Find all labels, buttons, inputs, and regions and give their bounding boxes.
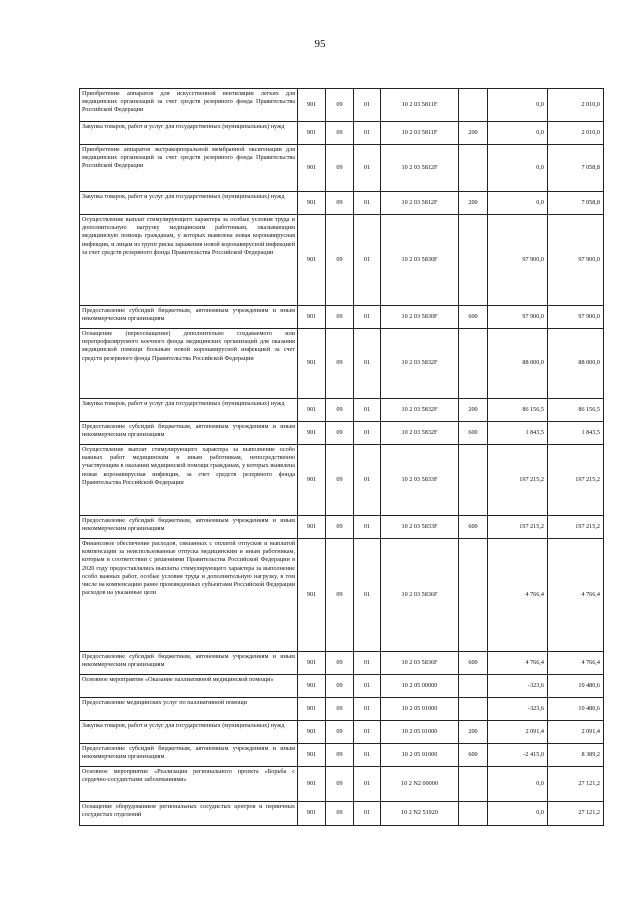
row-rz: 09 xyxy=(326,145,354,192)
row-pr: 01 xyxy=(354,329,381,399)
row-rz: 09 xyxy=(326,698,354,721)
row-name: Предоставление субсидий бюджетным, автономным учреждениям и иным некоммерческим организациям xyxy=(80,306,298,329)
row-name: Основное мероприятие «Реализация регионального проекта «Борьба с сердечно-сосудистыми заболеваниями» xyxy=(80,767,298,802)
table-row xyxy=(80,89,604,122)
row-pr: 01 xyxy=(354,399,381,422)
row-value-2: 97 900,0 xyxy=(548,306,604,329)
table-row xyxy=(80,539,604,652)
row-vr xyxy=(459,539,488,652)
row-pr: 01 xyxy=(354,516,381,539)
row-value-2: 97 900,0 xyxy=(548,215,604,306)
row-rz: 09 xyxy=(326,445,354,516)
row-value-2: 4 766,4 xyxy=(548,652,604,675)
row-rz: 09 xyxy=(326,721,354,744)
row-name: Предоставление субсидий бюджетным, автономным учреждениям и иным некоммерческим организациям xyxy=(80,422,298,445)
row-value-1: 0,0 xyxy=(488,767,548,802)
row-csr: 10 2 03 5830F xyxy=(381,306,459,329)
row-csr: 10 2 N2 00000 xyxy=(381,767,459,802)
row-rz: 09 xyxy=(326,652,354,675)
row-pr: 01 xyxy=(354,539,381,652)
row-value-2: 4 766,4 xyxy=(548,539,604,652)
row-csr: 10 2 03 5812F xyxy=(381,192,459,215)
row-pr: 01 xyxy=(354,122,381,145)
row-value-2: 197 215,2 xyxy=(548,445,604,516)
row-pr: 01 xyxy=(354,675,381,698)
row-vr: 600 xyxy=(459,422,488,445)
row-name: Осуществление выплат стимулирующего характера за особые условия труда и дополнительную нагрузку медицинским работникам, оказывающим медицинскую помощь гражданам, у которых выявлена новая коронавирусная инфекция, и лицам из групп риска заражения новой коронавирусной инфекцией за счет средств резервного фонда Правительства Российской Федерации xyxy=(80,215,298,306)
row-name: Закупка товаров, работ и услуг для государственных (муниципальных) нужд xyxy=(80,399,298,422)
row-value-1: -2 415,0 xyxy=(488,744,548,767)
row-value-1: -323,6 xyxy=(488,675,548,698)
row-name: Основное мероприятие «Оказание паллиативной медицинской помощи» xyxy=(80,675,298,698)
row-value-1: 0,0 xyxy=(488,122,548,145)
row-value-2: 7 058,8 xyxy=(548,145,604,192)
row-value-1: 0,0 xyxy=(488,192,548,215)
table-row xyxy=(80,652,604,675)
row-gr: 901 xyxy=(298,539,326,652)
row-rz: 09 xyxy=(326,767,354,802)
row-csr: 10 2 03 5832F xyxy=(381,399,459,422)
row-pr: 01 xyxy=(354,721,381,744)
row-value-1: 97 900,0 xyxy=(488,215,548,306)
row-value-1: 97 900,0 xyxy=(488,306,548,329)
row-csr: 10 2 05 00000 xyxy=(381,675,459,698)
row-value-2: 2 091,4 xyxy=(548,721,604,744)
table-row xyxy=(80,215,604,306)
row-rz: 09 xyxy=(326,802,354,826)
row-name: Предоставление медицинских услуг по паллиативной помощи xyxy=(80,698,298,721)
row-value-2: 1 843,5 xyxy=(548,422,604,445)
row-csr: 10 2 03 5832F xyxy=(381,422,459,445)
budget-table xyxy=(79,88,604,826)
row-pr: 01 xyxy=(354,698,381,721)
table-row xyxy=(80,306,604,329)
row-vr: 600 xyxy=(459,744,488,767)
row-csr: 10 2 03 5832F xyxy=(381,329,459,399)
row-vr xyxy=(459,767,488,802)
table-row xyxy=(80,422,604,445)
row-value-2: 8 389,2 xyxy=(548,744,604,767)
row-value-1: 2 091,4 xyxy=(488,721,548,744)
row-pr: 01 xyxy=(354,306,381,329)
row-vr: 600 xyxy=(459,306,488,329)
row-vr: 200 xyxy=(459,192,488,215)
row-csr: 10 2 03 5833F xyxy=(381,516,459,539)
row-gr: 901 xyxy=(298,652,326,675)
row-rz: 09 xyxy=(326,539,354,652)
row-rz: 09 xyxy=(326,744,354,767)
row-gr: 901 xyxy=(298,516,326,539)
row-rz: 09 xyxy=(326,215,354,306)
row-name: Приобретение аппаратов экстракорпоральной мембранной оксигенации для медицинских организаций за счет средств резервного фонда Правительства Российской Федерации xyxy=(80,145,298,192)
row-value-1: -323,6 xyxy=(488,698,548,721)
row-value-1: 0,0 xyxy=(488,89,548,122)
table-row xyxy=(80,399,604,422)
row-gr: 901 xyxy=(298,802,326,826)
row-name: Финансовое обеспечение расходов, связанных с оплатой отпусков и выплатой компенсации за неиспользованные отпуска медицинским и иным работникам, которым в соответствии с решениями Правительства Российской Федерации в 2020 году предоставлялись выплаты стимулирующего характера за выполнение особо важных работ, особые условия труда и дополнительную нагрузку, в том числе на компенсацию ранее произведенных субъектами Российской Федерации расходов на указанные цели xyxy=(80,539,298,652)
row-value-1: 1 843,5 xyxy=(488,422,548,445)
row-value-1: 4 766,4 xyxy=(488,652,548,675)
row-gr: 901 xyxy=(298,192,326,215)
row-vr xyxy=(459,802,488,826)
row-pr: 01 xyxy=(354,215,381,306)
row-rz: 09 xyxy=(326,675,354,698)
row-value-2: 10 480,6 xyxy=(548,675,604,698)
row-name: Закупка товаров, работ и услуг для государственных (муниципальных) нужд xyxy=(80,721,298,744)
row-value-1: 86 156,5 xyxy=(488,399,548,422)
row-vr xyxy=(459,445,488,516)
row-value-1: 0,0 xyxy=(488,145,548,192)
row-pr: 01 xyxy=(354,89,381,122)
row-vr xyxy=(459,698,488,721)
row-name: Закупка товаров, работ и услуг для государственных (муниципальных) нужд xyxy=(80,122,298,145)
row-value-2: 27 121,2 xyxy=(548,802,604,826)
row-name: Оснащение оборудованием региональных сосудистых центров и первичных сосудистых отделений xyxy=(80,802,298,826)
page-number: 95 xyxy=(314,38,326,50)
row-pr: 01 xyxy=(354,445,381,516)
row-gr: 901 xyxy=(298,89,326,122)
row-rz: 09 xyxy=(326,122,354,145)
row-value-2: 86 156,5 xyxy=(548,399,604,422)
row-rz: 09 xyxy=(326,516,354,539)
row-gr: 901 xyxy=(298,329,326,399)
row-rz: 09 xyxy=(326,399,354,422)
row-gr: 901 xyxy=(298,744,326,767)
row-rz: 09 xyxy=(326,329,354,399)
row-pr: 01 xyxy=(354,802,381,826)
row-gr: 901 xyxy=(298,445,326,516)
row-gr: 901 xyxy=(298,721,326,744)
row-pr: 01 xyxy=(354,145,381,192)
row-value-2: 88 000,0 xyxy=(548,329,604,399)
row-gr: 901 xyxy=(298,306,326,329)
table-row xyxy=(80,329,604,399)
row-value-1: 197 215,2 xyxy=(488,445,548,516)
row-name: Осуществление выплат стимулирующего характера за выполнение особо важных работ медицинским и иным работникам, непосредственно участвующим в оказании медицинской помощи гражданам, у которых выявлена новая коронавирусная инфекция, за счет средств резервного фонда Правительства Российской Федерации xyxy=(80,445,298,516)
row-pr: 01 xyxy=(354,192,381,215)
row-gr: 901 xyxy=(298,145,326,192)
row-vr xyxy=(459,675,488,698)
row-pr: 01 xyxy=(354,767,381,802)
table-row xyxy=(80,122,604,145)
row-value-2: 2 010,0 xyxy=(548,89,604,122)
table-row xyxy=(80,767,604,802)
table-row xyxy=(80,516,604,539)
table-row xyxy=(80,698,604,721)
table-row xyxy=(80,445,604,516)
row-value-1: 4 766,4 xyxy=(488,539,548,652)
row-value-2: 2 010,0 xyxy=(548,122,604,145)
table-body xyxy=(80,89,604,826)
row-csr: 10 2 03 5833F xyxy=(381,445,459,516)
row-gr: 901 xyxy=(298,767,326,802)
row-vr xyxy=(459,329,488,399)
row-vr xyxy=(459,215,488,306)
row-csr: 10 2 N2 51920 xyxy=(381,802,459,826)
row-csr: 10 2 03 5830F xyxy=(381,215,459,306)
row-value-1: 0,0 xyxy=(488,802,548,826)
row-csr: 10 2 05 01000 xyxy=(381,721,459,744)
row-value-2: 7 058,8 xyxy=(548,192,604,215)
row-vr xyxy=(459,145,488,192)
row-gr: 901 xyxy=(298,675,326,698)
row-name: Предоставление субсидий бюджетным, автономным учреждениям и иным некоммерческим организациям xyxy=(80,652,298,675)
row-name: Предоставление субсидий бюджетным, автономным учреждениям и иным некоммерческим организациям xyxy=(80,516,298,539)
row-value-1: 88 000,0 xyxy=(488,329,548,399)
row-pr: 01 xyxy=(354,652,381,675)
row-pr: 01 xyxy=(354,744,381,767)
row-rz: 09 xyxy=(326,422,354,445)
row-vr: 200 xyxy=(459,399,488,422)
row-rz: 09 xyxy=(326,306,354,329)
row-value-2: 197 215,2 xyxy=(548,516,604,539)
row-vr: 600 xyxy=(459,516,488,539)
row-name: Оснащение (переоснащение) дополнительно создаваемого или перепрофилируемого коечного фонда медицинских организаций для оказания медицинской помощи больным новой коронавирусной инфекцией за счет средств резервного фонда Правительства Российской Федерации xyxy=(80,329,298,399)
row-gr: 901 xyxy=(298,122,326,145)
table-row xyxy=(80,721,604,744)
row-name: Предоставление субсидий бюджетным, автономным учреждениям и иным некоммерческим организациям xyxy=(80,744,298,767)
row-gr: 901 xyxy=(298,215,326,306)
row-pr: 01 xyxy=(354,422,381,445)
row-vr xyxy=(459,89,488,122)
row-value-1: 197 215,2 xyxy=(488,516,548,539)
row-csr: 10 2 05 01000 xyxy=(381,744,459,767)
table-row xyxy=(80,145,604,192)
row-name: Приобретение аппаратов для искусственной вентиляции легких для медицинских организаций за счет средств резервного фонда Правительства Российской Федерации xyxy=(80,89,298,122)
table-row xyxy=(80,802,604,826)
row-csr: 10 2 03 5836F xyxy=(381,652,459,675)
row-value-2: 10 480,6 xyxy=(548,698,604,721)
table-row xyxy=(80,744,604,767)
row-rz: 09 xyxy=(326,192,354,215)
row-csr: 10 2 03 5811F xyxy=(381,122,459,145)
row-gr: 901 xyxy=(298,698,326,721)
row-rz: 09 xyxy=(326,89,354,122)
row-name: Закупка товаров, работ и услуг для государственных (муниципальных) нужд xyxy=(80,192,298,215)
row-vr: 200 xyxy=(459,122,488,145)
row-gr: 901 xyxy=(298,399,326,422)
row-csr: 10 2 03 5812F xyxy=(381,145,459,192)
table-row xyxy=(80,675,604,698)
row-vr: 600 xyxy=(459,652,488,675)
row-csr: 10 2 03 5811F xyxy=(381,89,459,122)
row-vr: 200 xyxy=(459,721,488,744)
row-gr: 901 xyxy=(298,422,326,445)
row-csr: 10 2 05 01000 xyxy=(381,698,459,721)
table-row xyxy=(80,192,604,215)
row-value-2: 27 121,2 xyxy=(548,767,604,802)
row-csr: 10 2 03 5836F xyxy=(381,539,459,652)
